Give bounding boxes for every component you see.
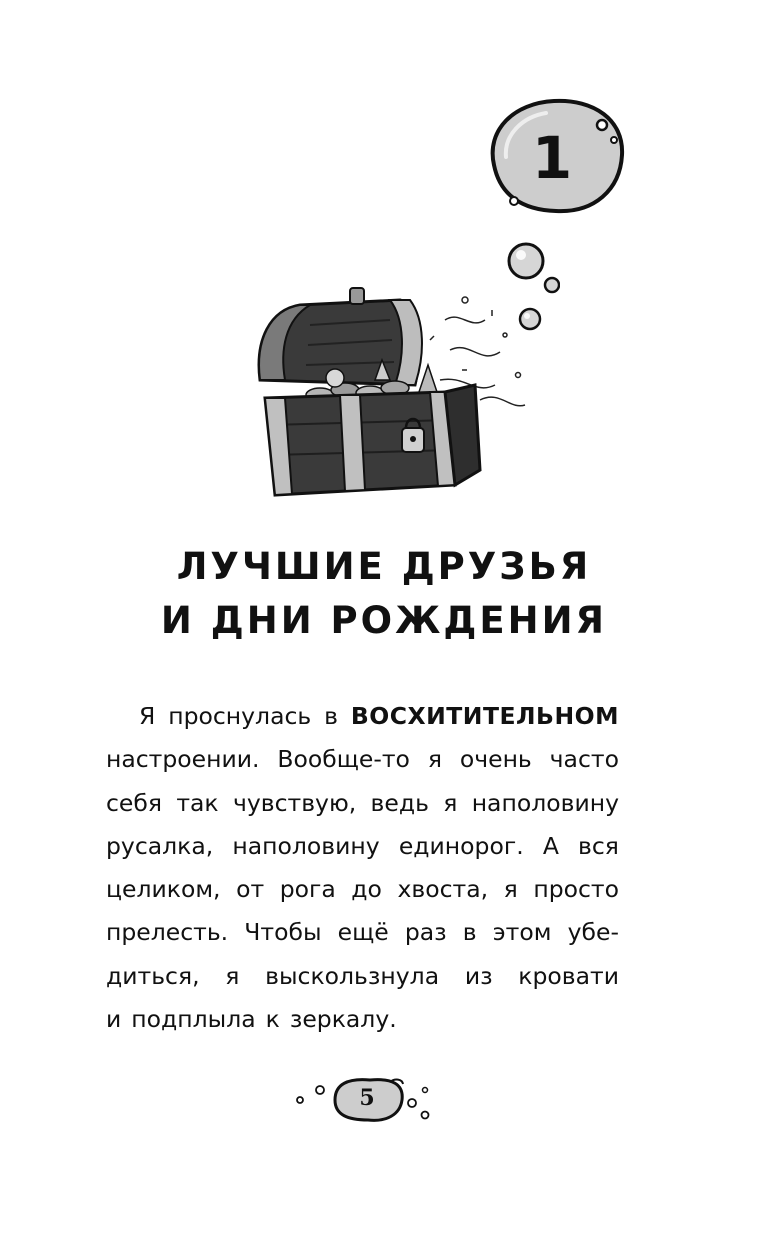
word: я: [427, 745, 442, 774]
word: Вообще-то: [277, 745, 410, 774]
word: ещё: [337, 918, 389, 947]
text-line: [106, 998, 619, 1041]
word: Чтобы: [244, 918, 322, 947]
word: я: [503, 875, 518, 904]
word: диться,: [106, 961, 200, 990]
word: очень: [459, 745, 532, 774]
word: я: [443, 788, 458, 817]
word: до: [351, 875, 382, 904]
word: вся: [578, 831, 619, 860]
word: так: [176, 788, 219, 817]
word: из: [464, 961, 493, 990]
emphasized-word: ВОСХИТИТЕЛЬНОМ: [350, 702, 619, 730]
word: Я: [139, 702, 156, 730]
word: А: [542, 831, 559, 860]
page-number: 5: [359, 1085, 375, 1111]
word: раз: [404, 918, 447, 947]
paragraph: [106, 695, 619, 1041]
word: и: [106, 1005, 122, 1034]
word: выскользнула: [265, 961, 440, 990]
word: чувствую,: [232, 788, 357, 817]
word: хвоста,: [397, 875, 489, 904]
word: к: [265, 1005, 280, 1034]
chapter-title: [0, 540, 768, 648]
word: я: [225, 961, 240, 990]
chapter-number: 1: [531, 124, 573, 192]
word: единорог.: [398, 831, 524, 860]
word: прелесть.: [106, 918, 229, 947]
word: русалка,: [106, 831, 214, 860]
word: убе-: [567, 918, 619, 947]
word: проснулась: [168, 702, 312, 730]
text-line: [106, 695, 619, 738]
text-line: [106, 955, 619, 998]
word: зеркалу.: [289, 1005, 397, 1034]
word: рога: [279, 875, 336, 904]
word: целиком,: [106, 875, 221, 904]
chapter-title-line-1: ЛУЧШИЕ ДРУЗЬЯ: [176, 545, 592, 588]
treasure-chest-icon: [230, 280, 550, 510]
word: подплыла: [131, 1005, 256, 1034]
word: часто: [549, 745, 619, 774]
word: себя: [106, 788, 163, 817]
word: кровати: [518, 961, 619, 990]
word: этом: [492, 918, 552, 947]
text-line: [106, 782, 619, 825]
word: наполовину: [471, 788, 619, 817]
word: ведь: [370, 788, 429, 817]
text-line: [106, 911, 619, 954]
word: просто: [533, 875, 619, 904]
word: настроении.: [106, 745, 260, 774]
word: в: [462, 918, 477, 947]
word: наполовину: [232, 831, 380, 860]
text-line: [106, 738, 619, 781]
chapter-title-line-2: И ДНИ РОЖДЕНИЯ: [160, 599, 608, 642]
text-line: [106, 825, 619, 868]
word: от: [236, 875, 265, 904]
text-line: [106, 868, 619, 911]
word: в: [324, 702, 338, 730]
